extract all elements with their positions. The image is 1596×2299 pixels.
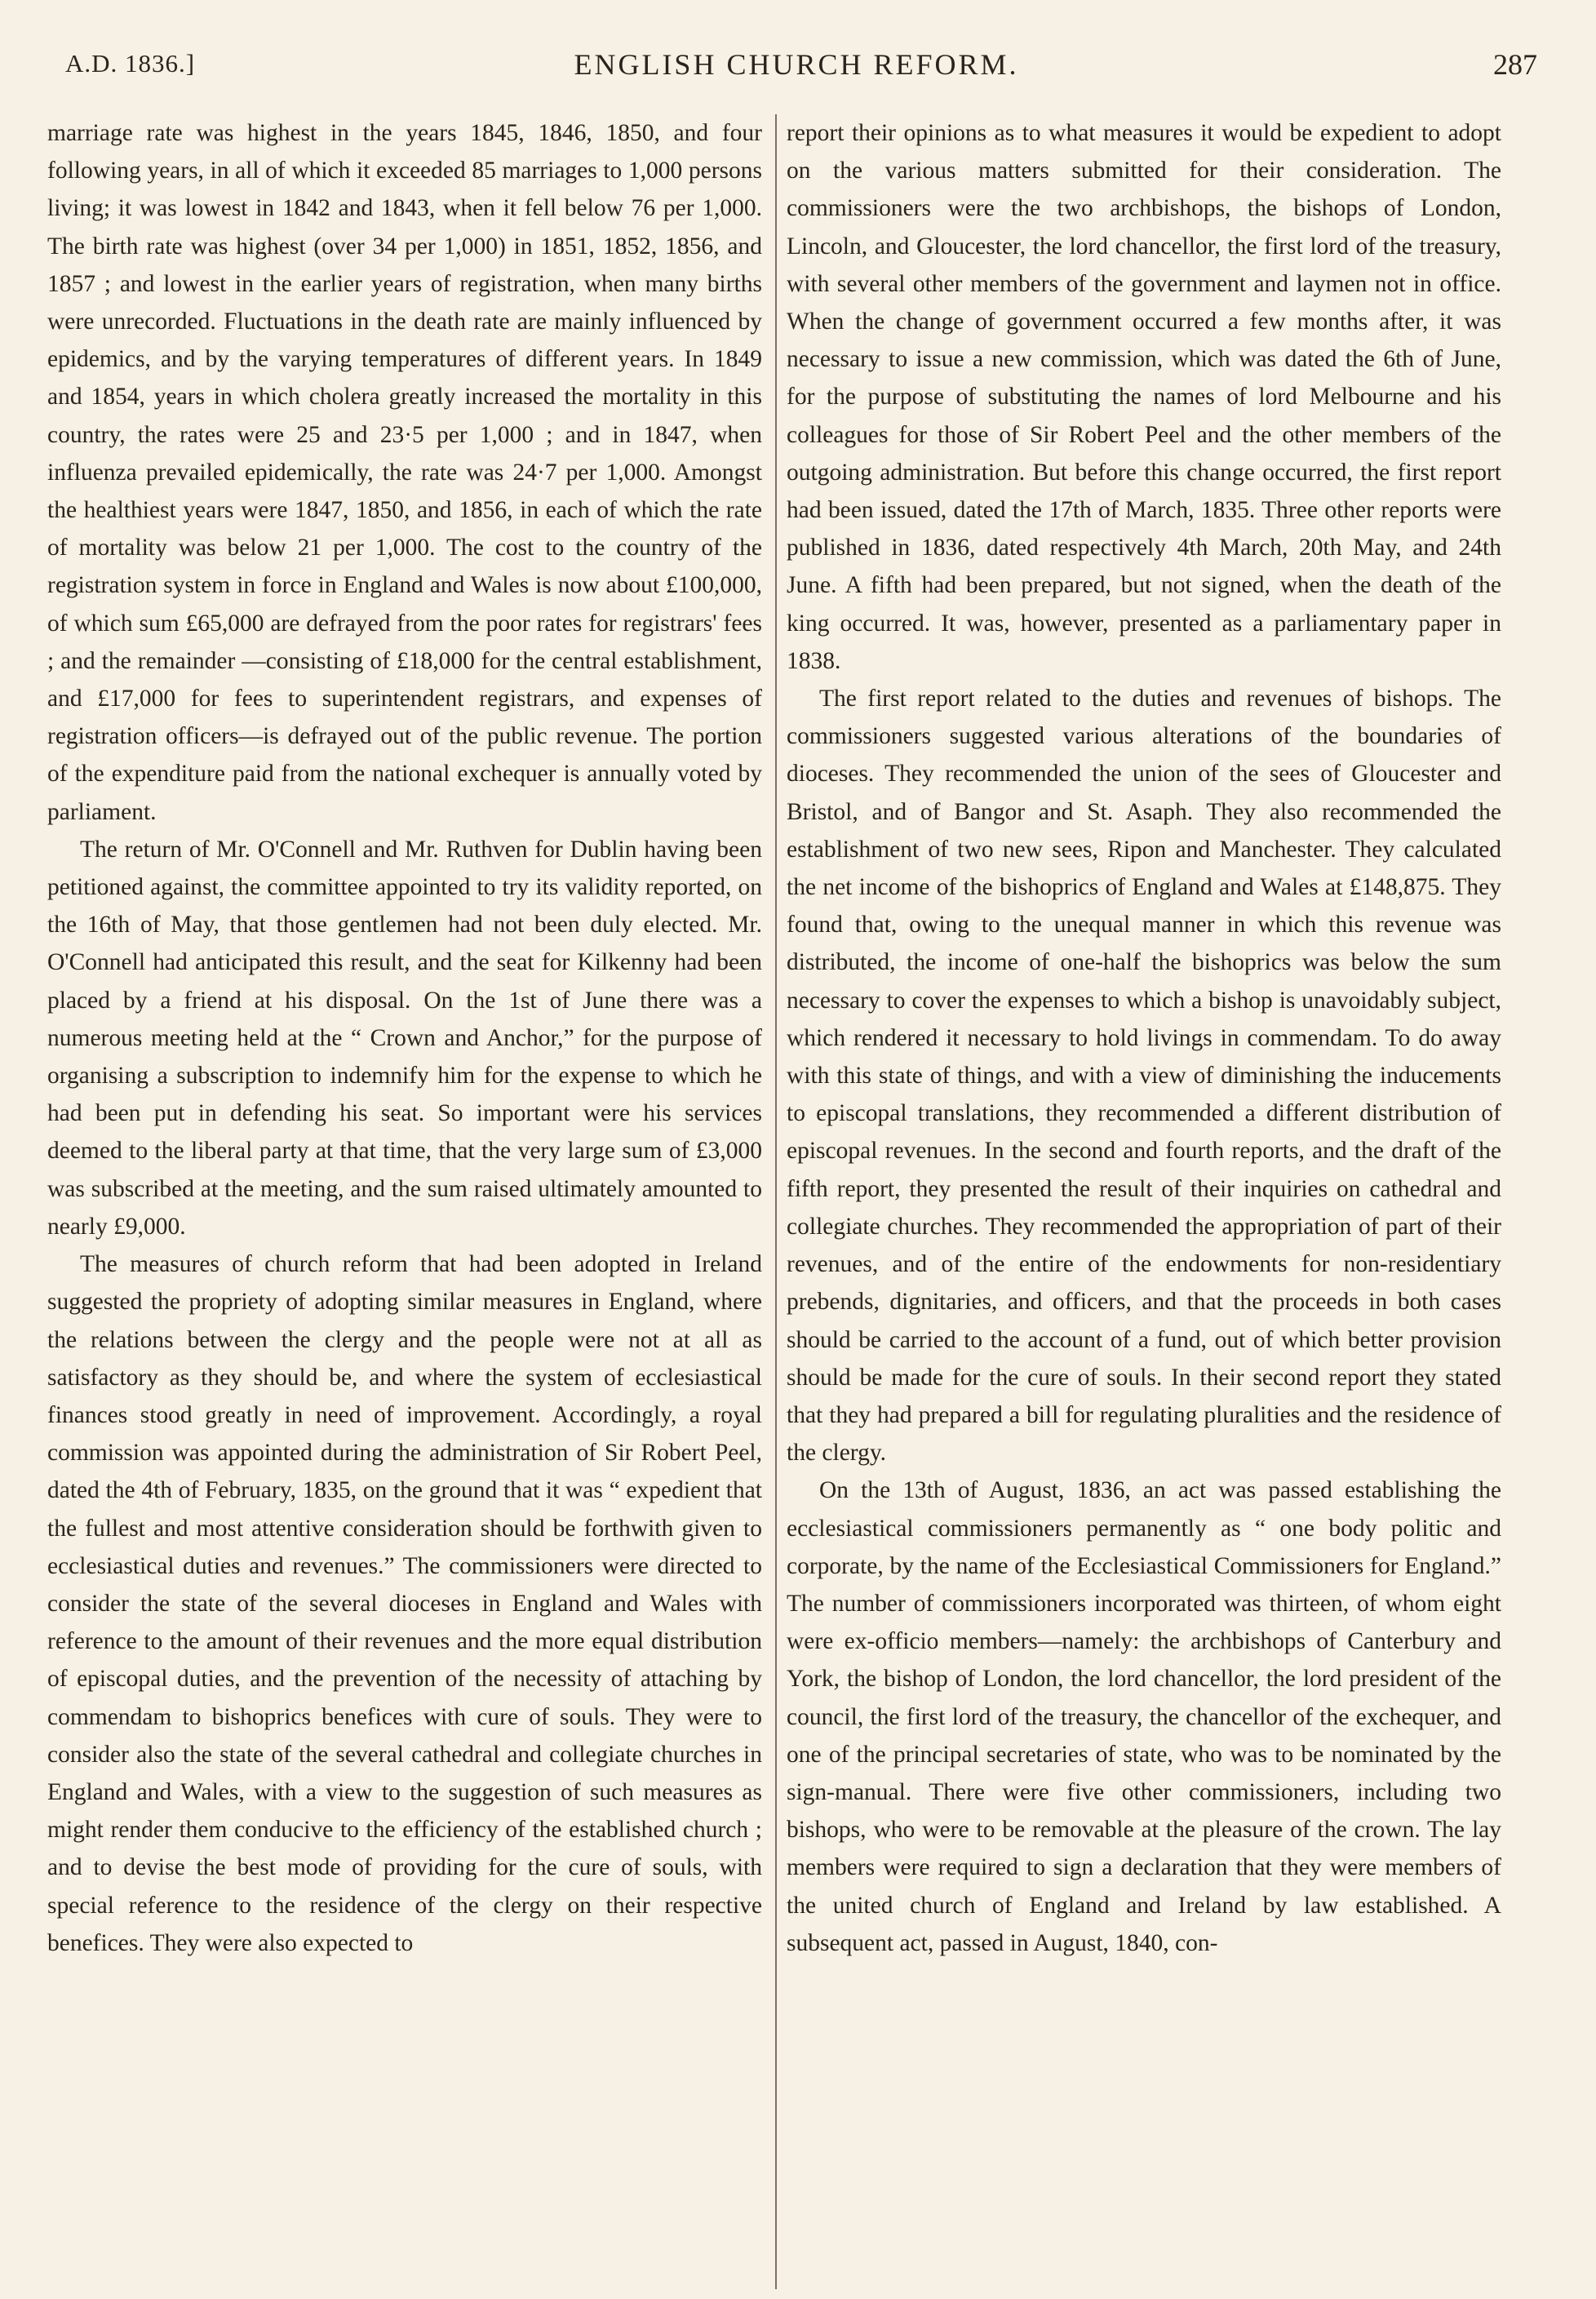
right-paragraph-2: The first report related to the duties and revenues of bishops. The commissioners suggested various alterations of the boundaries of dioceses. They recommended the union of the sees of Gloucester and Bristol, and of Bangor and St. Asaph. They also recommended the establishment of two new sees, Ripon and Manchester. They calculated the net income of the bishoprics of England and Wales at £148,875. They found that, owing to the unequal manner in which this revenue was distributed, the income of one-half the bishoprics was below the sum necessary to cover the expenses to which a bishop is unavoidably subject, which rendered it necessary to hold livings in commendam. To do away with this state of things, and with a view of diminishing the inducements to episcopal translations, they recommended a different distribution of episcopal revenues. In the second and fourth reports, and the draft of the fifth report, they presented the result of their inquiries on cathedral and collegiate churches. They recommended the appropriation of part of their revenues, and of the entire of the endowments for non-residentiary prebends, dignitaries, and officers, and that the proceeds in both cases should be carried to the account of a fund, out of which better provision should be made for the cure of souls. In their second report they stated that they had prepared a bill for regulating pluralities and the residence of the clergy. — [787, 686, 1501, 1467]
left-paragraph-3: The measures of church reform that had been adopted in Ireland suggested the propriety of adopting similar measures in England, where the relations between the clergy and the people were not at all as satisfactory as they should be, and where the system of ecclesiastical finances stood greatly in need of improvement. Accordingly, a royal commission was appointed during the administration of Sir Robert Peel, dated the 4th of February, 1835, on the ground that it was “ expedient that the fullest and most attentive consideration should be forthwith given to ecclesiastical duties and revenues.” The commissioners were directed to consider the state of the several dioceses in England and Wales with reference to the amount of their revenues and the more equal distribution of episcopal duties, and the prevention of the necessity of attaching by commendam to bishoprics benefices with cure of souls. They were to consider also the state of the several cathedral and collegiate churches in England and Wales, with a view to the suggestion of such measures as might render them conducive to the efficiency of the established church ; and to devise the best mode of providing for the cure of souls, with special reference to the residence of the clergy on their respective benefices. They were also expected to — [47, 1251, 762, 1956]
page-number: 287 — [1493, 48, 1537, 81]
column-divider — [775, 114, 777, 2289]
running-header — [54, 42, 1539, 91]
header-date: A.D. 1836.] — [65, 49, 196, 78]
left-paragraph-1: marriage rate was highest in the years 1845, 1846, 1850, and four following years, in all of which it exceeded 85 marriages to 1,000 persons living; it was lowest in 1842 and 1843, when it fell below 76 per 1,000. The birth rate was highest (over 34 per 1,000) in 1851, 1852, 1856, and 1857 ; and lowest in the earlier years of registration, when many births were unrecorded. Fluctuations in the death rate are mainly influenced by epidemics, and by the varying temperatures of different years. In 1849 and 1854, years in which cholera greatly increased the mortality in this country, the rates were 25 and 23·5 per 1,000 ; and in 1847, when influenza prevailed epidemically, the rate was 24·7 per 1,000. Amongst the healthiest years were 1847, 1850, and 1856, in each of which the rate of mortality was below 21 per 1,000. The cost to the country of the registration system in force in England and Wales is now about £100,000, of which sum £65,000 are defrayed from the poor rates for registrars' fees ; and the remainder —consisting of £18,000 for the central establishment, and £17,000 for fees to superintendent registrars, and expenses of registration officers—is defrayed out of the public revenue. The portion of the expenditure paid from the national exchequer is annually voted by parliament. — [47, 120, 762, 825]
right-paragraph-3: On the 13th of August, 1836, an act was passed establishing the ecclesiastical commissioners permanently as “ one body politic and corporate, by the name of the Ecclesiastical Commissioners for England.” The number of commissioners incorporated was thirteen, of whom eight were ex-officio members—namely: the archbishops of Canterbury and York, the bishop of London, the lord chancellor, the lord president of the council, the first lord of the treasury, the chancellor of the exchequer, and one of the principal secretaries of state, who was to be nominated by the sign-manual. There were five other commissioners, including two bishops, who were to be removable at the pleasure of the crown. The lay members were required to sign a declaration that they were members of the united church of England and Ireland by law established. A subsequent act, passed in August, 1840, con- — [787, 1477, 1501, 1956]
right-column — [787, 114, 1501, 2289]
left-column — [47, 114, 762, 2289]
left-paragraph-2: The return of Mr. O'Connell and Mr. Ruthven for Dublin having been petitioned against, the committee appointed to try its validity reported, on the 16th of May, that those gentlemen had not been duly elected. Mr. O'Connell had anticipated this result, and the seat for Kilkenny had been placed by a friend at his disposal. On the 1st of June there was a numerous meeting held at the “ Crown and Anchor,” for the purpose of organising a subscription to indemnify him for the expense to which he had been put in defending his seat. So important were his services deemed to the liberal party at that time, that the very large sum of £3,000 was subscribed at the meeting, and the sum raised ultimately amounted to nearly £9,000. — [47, 836, 762, 1240]
right-paragraph-1: report their opinions as to what measures it would be expedient to adopt on the various matters submitted for their consideration. The commissioners were the two archbishops, the bishops of London, Lincoln, and Gloucester, the lord chancellor, the first lord of the treasury, with several other members of the government and laymen not in office. When the change of government occurred a few months after, it was necessary to issue a new commission, which was dated the 6th of June, for the purpose of substituting the names of lord Melbourne and his colleagues for those of Sir Robert Peel and the other members of the outgoing administration. But before this change occurred, the first report had been issued, dated the 17th of March, 1835. Three other reports were published in 1836, dated respectively 4th March, 20th May, and 24th June. A fifth had been prepared, but not signed, when the death of the king occurred. It was, however, presented as a parliamentary paper in 1838. — [787, 120, 1501, 674]
header-title: ENGLISH CHURCH REFORM. — [574, 48, 1019, 81]
